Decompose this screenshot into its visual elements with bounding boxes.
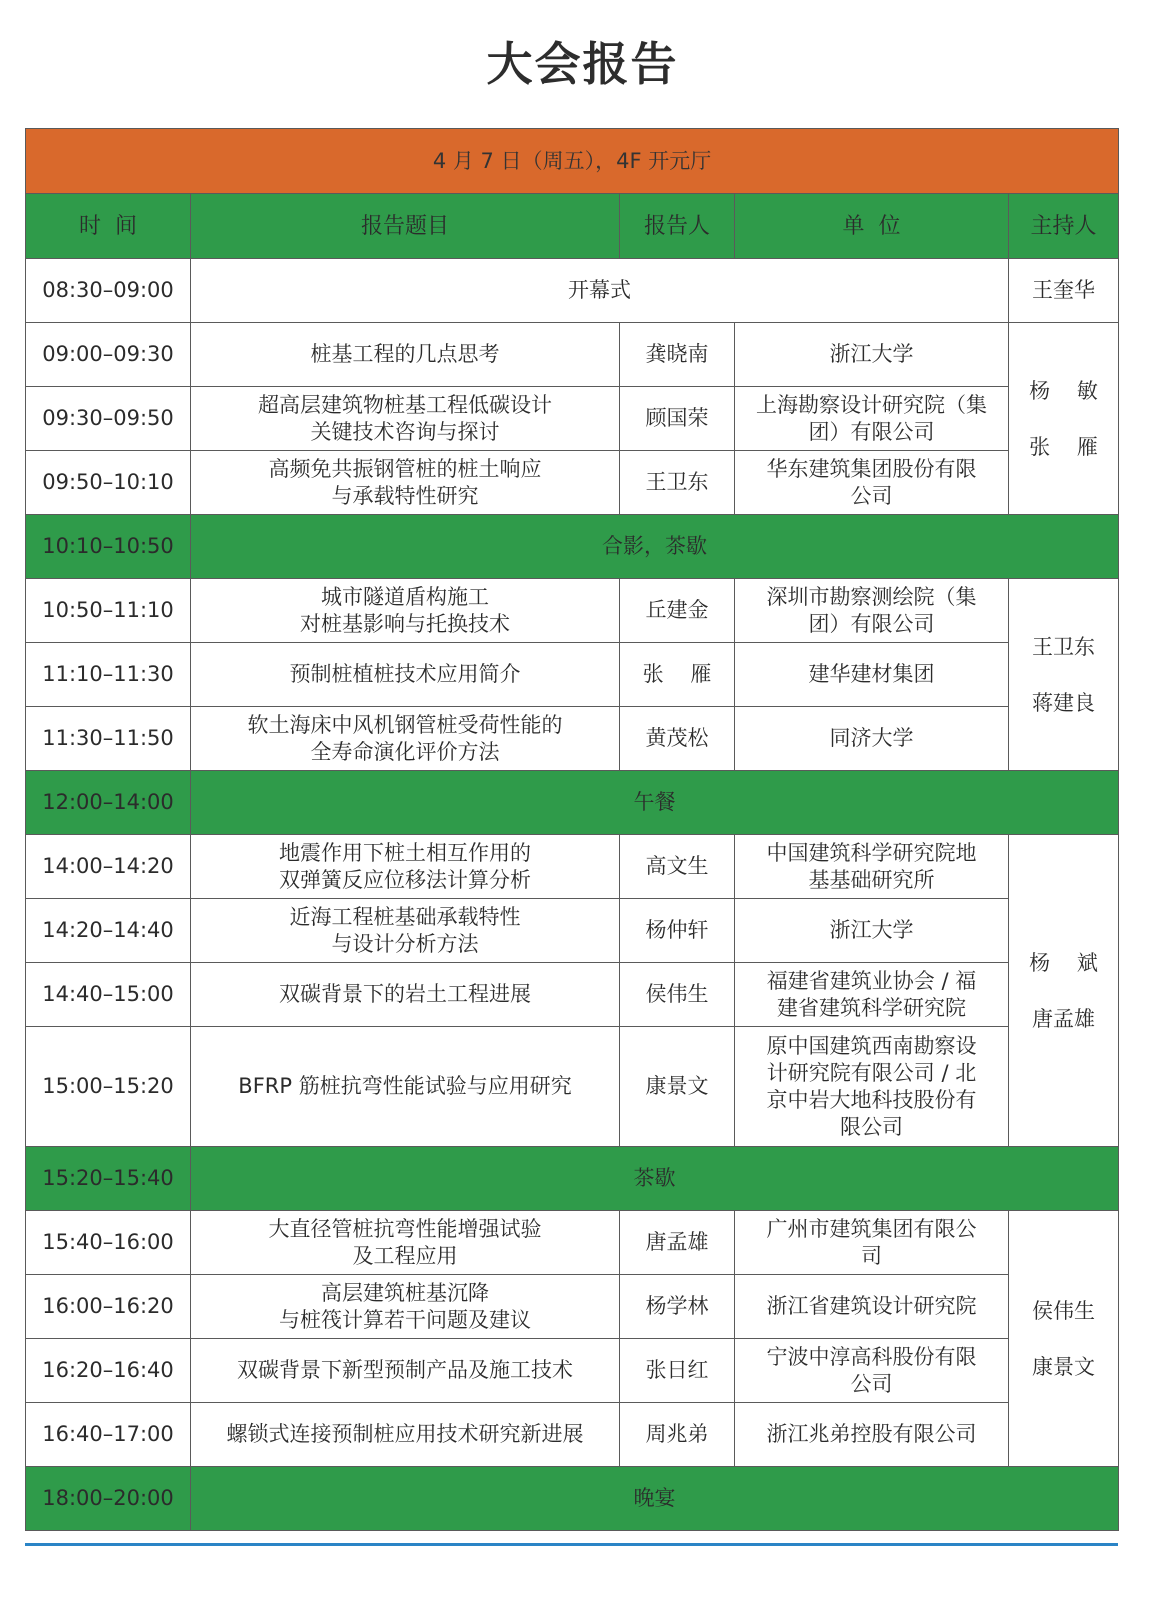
text-line: 蒋建良 [1032, 690, 1096, 715]
talk-topic [191, 835, 620, 899]
break-label: 合影，茶歇 [191, 515, 1119, 579]
talk-row [26, 579, 1119, 643]
talk-speaker: 龚晓南 [620, 323, 735, 387]
talk-topic [191, 579, 620, 643]
header-unit: 单 位 [735, 194, 1009, 259]
break-label: 茶歇 [191, 1147, 1119, 1211]
text-line: 基基础研究所 [808, 867, 935, 892]
talk-unit [735, 835, 1009, 899]
talk-unit [735, 963, 1009, 1027]
text-line: 限公司 [840, 1114, 903, 1139]
talk-unit [735, 899, 1009, 963]
text-line: 建华建材集团 [808, 662, 935, 686]
opening-time: 08:30–09:00 [26, 259, 191, 323]
talk-speaker: 杨学林 [620, 1275, 735, 1339]
session-host [1009, 579, 1119, 771]
talk-row [26, 1027, 1119, 1147]
break-row [26, 771, 1119, 835]
break-row [26, 1147, 1119, 1211]
text-line: 近海工程桩基础承载特性 [289, 904, 521, 929]
talk-topic [191, 899, 620, 963]
header-speaker: 报告人 [620, 194, 735, 259]
text-line: 双弹簧反应位移法计算分析 [279, 867, 531, 892]
text-line: 预制桩植桩技术应用简介 [289, 662, 521, 686]
text-line: 全寿命演化评价方法 [310, 739, 500, 764]
text-line: 浙江大学 [829, 342, 914, 366]
talk-time: 15:00–15:20 [26, 1027, 191, 1147]
talk-row [26, 899, 1119, 963]
text-line: 同济大学 [829, 726, 914, 750]
talk-speaker: 杨仲轩 [620, 899, 735, 963]
text-line: 关键技术咨询与探讨 [310, 419, 500, 444]
talk-time: 10:50–11:10 [26, 579, 191, 643]
text-line: 中国建筑科学研究院地 [766, 840, 977, 865]
talk-time: 16:20–16:40 [26, 1339, 191, 1403]
talk-time: 15:40–16:00 [26, 1211, 191, 1275]
talk-speaker: 丘建金 [620, 579, 735, 643]
talk-time: 14:40–15:00 [26, 963, 191, 1027]
talk-row [26, 1275, 1119, 1339]
talk-topic [191, 1339, 620, 1403]
talk-speaker: 侯伟生 [620, 963, 735, 1027]
break-time: 18:00–20:00 [26, 1467, 191, 1531]
talk-row [26, 323, 1119, 387]
text-line: 高层建筑桩基沉降 [321, 1280, 489, 1305]
opening-row [26, 259, 1119, 323]
session-host [1009, 323, 1119, 515]
talk-time: 16:00–16:20 [26, 1275, 191, 1339]
schedule-table [25, 128, 1119, 1531]
talk-speaker: 张 雁 [620, 643, 735, 707]
text-line: 城市隧道盾构施工 [321, 584, 489, 609]
opening-host: 王奎华 [1009, 259, 1119, 323]
header-row [26, 194, 1119, 259]
talk-topic [191, 1275, 620, 1339]
text-line: 浙江兆弟控股有限公司 [766, 1422, 977, 1446]
talk-time: 14:20–14:40 [26, 899, 191, 963]
bottom-divider [25, 1543, 1118, 1546]
talk-row [26, 387, 1119, 451]
text-line: 京中岩大地科技股份有 [766, 1087, 977, 1112]
talk-unit [735, 387, 1009, 451]
talk-time: 11:10–11:30 [26, 643, 191, 707]
talk-unit [735, 1339, 1009, 1403]
talk-row [26, 1403, 1119, 1467]
break-time: 15:20–15:40 [26, 1147, 191, 1211]
session-host [1009, 835, 1119, 1147]
text-line: 双碳背景下的岩土工程进展 [279, 982, 531, 1006]
text-line: 唐孟雄 [1032, 1006, 1096, 1031]
text-line: 高频免共振钢管桩的桩土响应 [268, 456, 542, 481]
talk-topic [191, 387, 620, 451]
text-line: 王卫东 [1032, 634, 1096, 659]
header-time: 时 间 [26, 194, 191, 259]
text-line: 超高层建筑物桩基工程低碳设计 [258, 392, 552, 417]
text-line: 与桩筏计算若干问题及建议 [279, 1307, 531, 1332]
header-topic: 报告题目 [191, 194, 620, 259]
text-line: 桩基工程的几点思考 [310, 342, 500, 366]
talk-topic [191, 643, 620, 707]
text-line: 浙江省建筑设计研究院 [766, 1294, 977, 1318]
text-line: 团）有限公司 [808, 419, 935, 444]
talk-time: 11:30–11:50 [26, 707, 191, 771]
talk-row [26, 707, 1119, 771]
text-line: 深圳市勘察测绘院（集 [766, 584, 977, 609]
talk-unit [735, 1275, 1009, 1339]
text-line: 双碳背景下新型预制产品及施工技术 [237, 1358, 573, 1382]
opening-title: 开幕式 [191, 259, 1009, 323]
talk-time: 09:30–09:50 [26, 387, 191, 451]
text-line: 侯伟生 [1032, 1298, 1096, 1323]
date-banner: 4 月 7 日（周五），4F 开元厅 [26, 129, 1119, 194]
text-line: 公司 [850, 483, 893, 508]
text-line: 广州市建筑集团有限公 [766, 1216, 977, 1241]
talk-topic [191, 1211, 620, 1275]
talk-unit [735, 451, 1009, 515]
talk-topic [191, 1403, 620, 1467]
session-host [1009, 1211, 1119, 1467]
talk-topic [191, 963, 620, 1027]
talk-row [26, 963, 1119, 1027]
text-line: 计研究院有限公司 / 北 [766, 1060, 977, 1085]
talk-topic [191, 451, 620, 515]
text-line: 与设计分析方法 [331, 931, 479, 956]
text-line: 与承载特性研究 [331, 483, 479, 508]
talk-unit [735, 643, 1009, 707]
text-line: 团）有限公司 [808, 611, 935, 636]
text-line: 宁波中淳高科股份有限 [766, 1344, 977, 1369]
page-title: 大会报告 [486, 37, 679, 91]
talk-time: 09:50–10:10 [26, 451, 191, 515]
talk-topic [191, 707, 620, 771]
talk-speaker: 唐孟雄 [620, 1211, 735, 1275]
break-time: 12:00–14:00 [26, 771, 191, 835]
date-banner-row [26, 129, 1119, 194]
talk-row [26, 643, 1119, 707]
text-line: BFRP 筋桩抗弯性能试验与应用研究 [238, 1074, 572, 1098]
talk-speaker: 顾国荣 [620, 387, 735, 451]
text-line: 对桩基影响与托换技术 [300, 611, 510, 636]
break-time: 10:10–10:50 [26, 515, 191, 579]
text-line: 华东建筑集团股份有限 [766, 456, 977, 481]
talk-time: 14:00–14:20 [26, 835, 191, 899]
talk-unit [735, 707, 1009, 771]
text-line: 杨 敏 [1029, 378, 1098, 403]
talk-speaker: 康景文 [620, 1027, 735, 1147]
talk-unit [735, 1027, 1009, 1147]
talk-speaker: 张日红 [620, 1339, 735, 1403]
talk-unit [735, 323, 1009, 387]
text-line: 张 雁 [1029, 434, 1098, 459]
text-line: 福建省建筑业协会 / 福 [766, 968, 977, 993]
text-line: 软土海床中风机钢管桩受荷性能的 [247, 712, 563, 737]
text-line: 康景文 [1032, 1354, 1096, 1379]
talk-speaker: 王卫东 [620, 451, 735, 515]
talk-unit [735, 1211, 1009, 1275]
break-label: 午餐 [191, 771, 1119, 835]
header-host: 主持人 [1009, 194, 1119, 259]
talk-time: 09:00–09:30 [26, 323, 191, 387]
break-label: 晚宴 [191, 1467, 1119, 1531]
talk-row [26, 835, 1119, 899]
talk-unit [735, 579, 1009, 643]
text-line: 地震作用下桩土相互作用的 [279, 840, 531, 865]
text-line: 原中国建筑西南勘察设 [766, 1033, 977, 1058]
text-line: 及工程应用 [352, 1243, 458, 1268]
text-line: 公司 [850, 1371, 893, 1396]
talk-speaker: 黄茂松 [620, 707, 735, 771]
talk-speaker: 高文生 [620, 835, 735, 899]
text-line: 大直径管桩抗弯性能增强试验 [268, 1216, 542, 1241]
text-line: 螺锁式连接预制桩应用技术研究新进展 [226, 1422, 584, 1446]
talk-speaker: 周兆弟 [620, 1403, 735, 1467]
text-line: 司 [861, 1243, 882, 1268]
talk-unit [735, 1403, 1009, 1467]
break-row [26, 1467, 1119, 1531]
text-line: 杨 斌 [1029, 950, 1098, 975]
break-row [26, 515, 1119, 579]
talk-row [26, 451, 1119, 515]
text-line: 浙江大学 [829, 918, 914, 942]
talk-time: 16:40–17:00 [26, 1403, 191, 1467]
talk-row [26, 1211, 1119, 1275]
talk-topic [191, 1027, 620, 1147]
talk-row [26, 1339, 1119, 1403]
text-line: 上海勘察设计研究院（集 [756, 392, 987, 417]
talk-topic [191, 323, 620, 387]
text-line: 建省建筑科学研究院 [777, 995, 966, 1020]
